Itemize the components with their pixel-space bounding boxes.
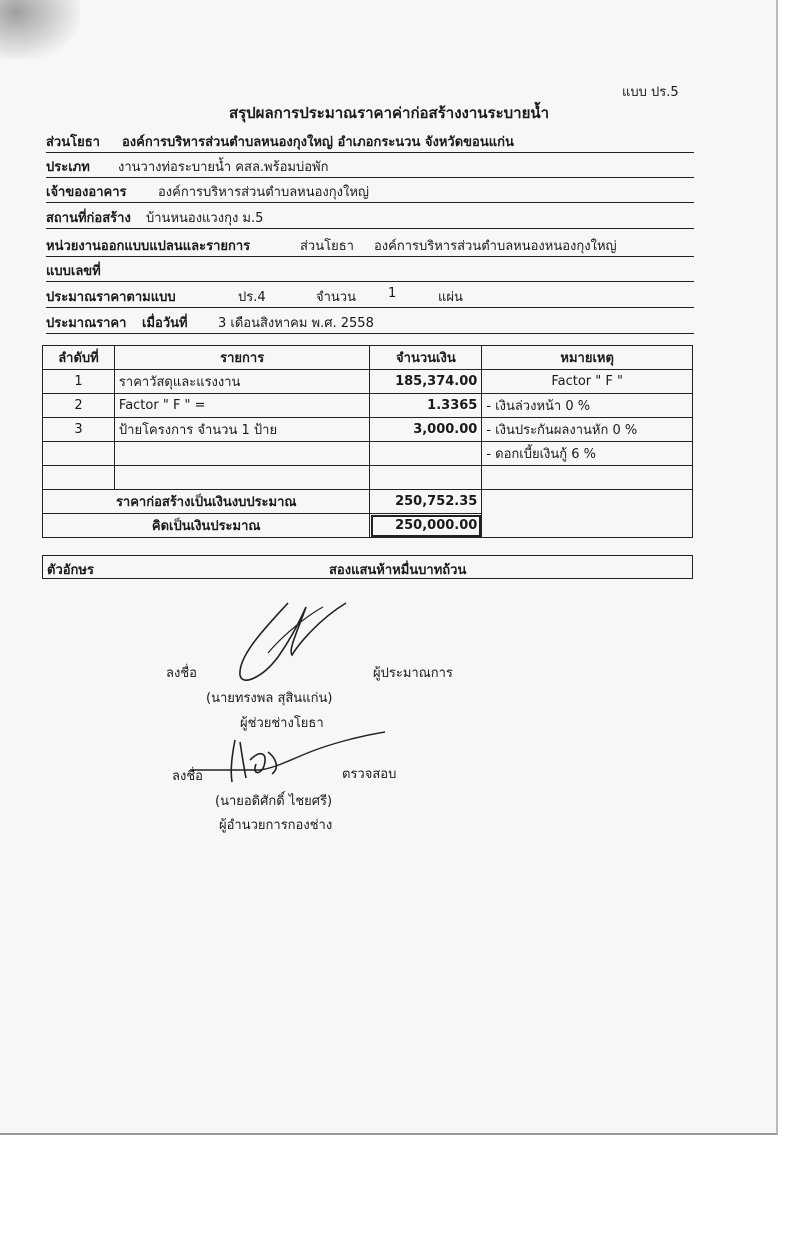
row-type xyxy=(46,153,694,178)
header-no: ลำดับที่ xyxy=(43,346,115,370)
row-remark: Factor " F " xyxy=(482,370,693,394)
row-plan-no xyxy=(46,257,694,282)
date-value: 3 เดือนสิงหาคม พ.ศ. 2558 xyxy=(218,316,374,331)
row-item: ป้ายโครงการ จำนวน 1 ป้าย xyxy=(114,418,370,442)
row-amount: 185,374.00 xyxy=(370,370,482,394)
row-remark xyxy=(482,466,693,490)
total-value: 250,752.35 xyxy=(370,490,482,514)
name-2: (นายอดิศักดิ์ ไชยศรี) xyxy=(215,794,333,809)
table-row xyxy=(43,442,693,466)
row-no xyxy=(43,442,115,466)
row-no: 1 xyxy=(43,370,115,394)
row-amount: 3,000.00 xyxy=(370,418,482,442)
role-1: ผู้ประมาณการ xyxy=(373,666,453,681)
plan-no-label: แบบเลขที่ xyxy=(46,264,101,279)
row-remark: - เงินประกันผลงานหัก 0 % xyxy=(482,418,693,442)
row-owner xyxy=(46,178,694,203)
estimate-table xyxy=(42,345,693,538)
row-no: 3 xyxy=(43,418,115,442)
agency-label: ส่วนโยธา xyxy=(46,135,100,150)
words-label: ตัวอักษร xyxy=(47,563,94,578)
table-row xyxy=(43,466,693,490)
qty-value: 1 xyxy=(388,286,397,301)
scan-smudge xyxy=(0,0,80,60)
row-date xyxy=(46,309,694,334)
document-title: สรุปผลการประมาณราคาค่าก่อสร้างงานระบายน้ำ xyxy=(228,104,550,122)
position-1: ผู้ช่วยช่างโยธา xyxy=(240,716,324,731)
total-remark-blank xyxy=(482,490,693,538)
form-code: แบบ ปร.5 xyxy=(622,85,679,100)
owner-value: องค์การบริหารส่วนตำบลหนองกุงใหญ่ xyxy=(158,185,369,200)
amount-in-words-row xyxy=(42,555,693,579)
row-no: 2 xyxy=(43,394,115,418)
words-value: สองแสนห้าหมื่นบาทถ้วน xyxy=(329,563,467,578)
total-row xyxy=(43,490,693,514)
row-item xyxy=(114,442,370,466)
row-remark: - ดอกเบี้ยเงินกู้ 6 % xyxy=(482,442,693,466)
qty-label: จำนวน xyxy=(316,290,356,305)
table-header-row xyxy=(43,346,693,370)
row-item: ราคาวัสดุและแรงงาน xyxy=(114,370,370,394)
row-item xyxy=(114,466,370,490)
row-amount: 1.3365 xyxy=(370,394,482,418)
row-site xyxy=(46,204,694,229)
signature-1 xyxy=(228,595,358,690)
rounded-value: 250,000.00 xyxy=(370,514,482,538)
owner-label: เจ้าของอาคาร xyxy=(46,185,127,200)
agency-value: องค์การบริหารส่วนตำบลหนองกุงใหญ่ อำเภอกระนวน จังหวัดขอนแก่น xyxy=(122,135,514,150)
rounded-label: คิดเป็นเงินประมาณ xyxy=(43,514,370,538)
table-row xyxy=(43,370,693,394)
table-row xyxy=(43,418,693,442)
header-amount: จำนวนเงิน xyxy=(370,346,482,370)
designer-dept: ส่วนโยธา xyxy=(300,239,354,254)
sign-label-2: ลงชื่อ xyxy=(172,769,203,784)
header-item: รายการ xyxy=(114,346,370,370)
qty-unit: แผ่น xyxy=(438,290,463,305)
site-value: บ้านหนองแวงกุง ม.5 xyxy=(146,211,264,226)
total-label: ราคาก่อสร้างเป็นเงินงบประมาณ xyxy=(43,490,370,514)
date-sub-label: เมื่อวันที่ xyxy=(142,316,188,331)
row-designer xyxy=(46,232,694,257)
row-agency xyxy=(46,128,694,153)
row-remark: - เงินล่วงหน้า 0 % xyxy=(482,394,693,418)
role-2: ตรวจสอบ xyxy=(342,767,397,782)
designer-value: องค์การบริหารส่วนตำบลหนองหนองกุงใหญ่ xyxy=(374,239,617,254)
row-no xyxy=(43,466,115,490)
name-1: (นายทรงพล สุสินแก่น) xyxy=(206,691,333,706)
row-amount xyxy=(370,442,482,466)
row-per-plan xyxy=(46,283,694,308)
sign-label-1: ลงชื่อ xyxy=(166,666,197,681)
per-plan-label: ประมาณราคาตามแบบ xyxy=(46,290,176,305)
designer-label: หน่วยงานออกแบบแปลนและรายการ xyxy=(46,239,251,254)
date-label: ประมาณราคา xyxy=(46,316,127,331)
type-value: งานวางท่อระบายน้ำ คสล.พร้อมบ่อพัก xyxy=(118,160,329,175)
site-label: สถานที่ก่อสร้าง xyxy=(46,211,131,226)
row-item: Factor " F " = xyxy=(114,394,370,418)
row-amount xyxy=(370,466,482,490)
type-label: ประเภท xyxy=(46,160,90,175)
per-plan-form: ปร.4 xyxy=(238,290,266,305)
table-row xyxy=(43,394,693,418)
position-2: ผู้อำนวยการกองช่าง xyxy=(219,818,333,833)
header-remark: หมายเหตุ xyxy=(482,346,693,370)
